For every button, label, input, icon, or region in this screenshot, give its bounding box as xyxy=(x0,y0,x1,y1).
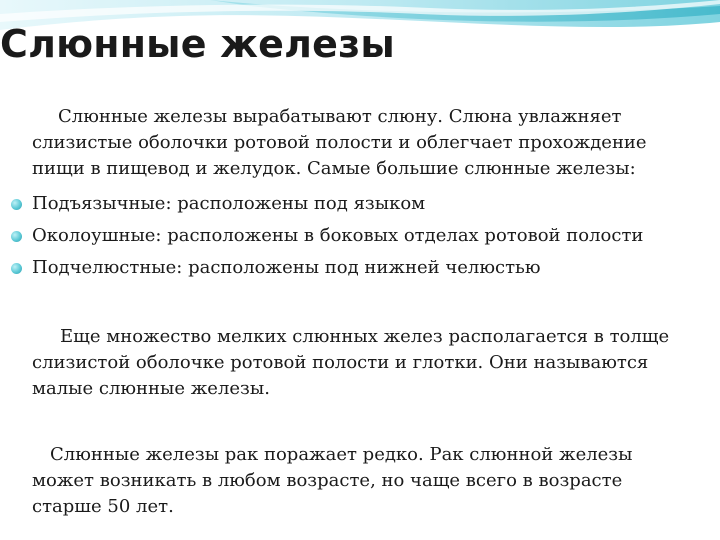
bullet-dot-icon xyxy=(11,263,22,274)
list-item-text: Подъязычные: расположены под языком xyxy=(32,193,426,214)
bullet-dot-icon xyxy=(11,199,22,210)
list-item xyxy=(0,188,700,220)
list-item xyxy=(0,252,700,284)
list-item xyxy=(0,220,700,252)
list-item-text: Околоушные: расположены в боковых отделах ротовой полости xyxy=(32,225,644,246)
list-item-text: Подчелюстные: расположены под нижней челюстью xyxy=(32,257,541,278)
slide-title: Слюнные железы xyxy=(0,22,395,66)
cancer-paragraph: Слюнные железы рак поражает редко. Рак слюнной железы может возникать в любом возрасте, но чаще всего в возрасте старше 50 лет. xyxy=(32,444,633,517)
slide-body xyxy=(0,104,700,520)
gland-list xyxy=(0,188,700,284)
bullet-dot-icon xyxy=(11,231,22,242)
intro-paragraph: Слюнные железы вырабатывают слюну. Слюна увлажняет слизистые оболочки ротовой полости и облегчает прохождение пищи в пищевод и желудок. Самые большие слюнные железы: xyxy=(32,106,647,179)
minor-glands-paragraph: Еще множество мелких слюнных желез располагается в толще слизистой оболочке ротовой полости и глотки. Они называются малые слюнные железы. xyxy=(32,326,670,399)
